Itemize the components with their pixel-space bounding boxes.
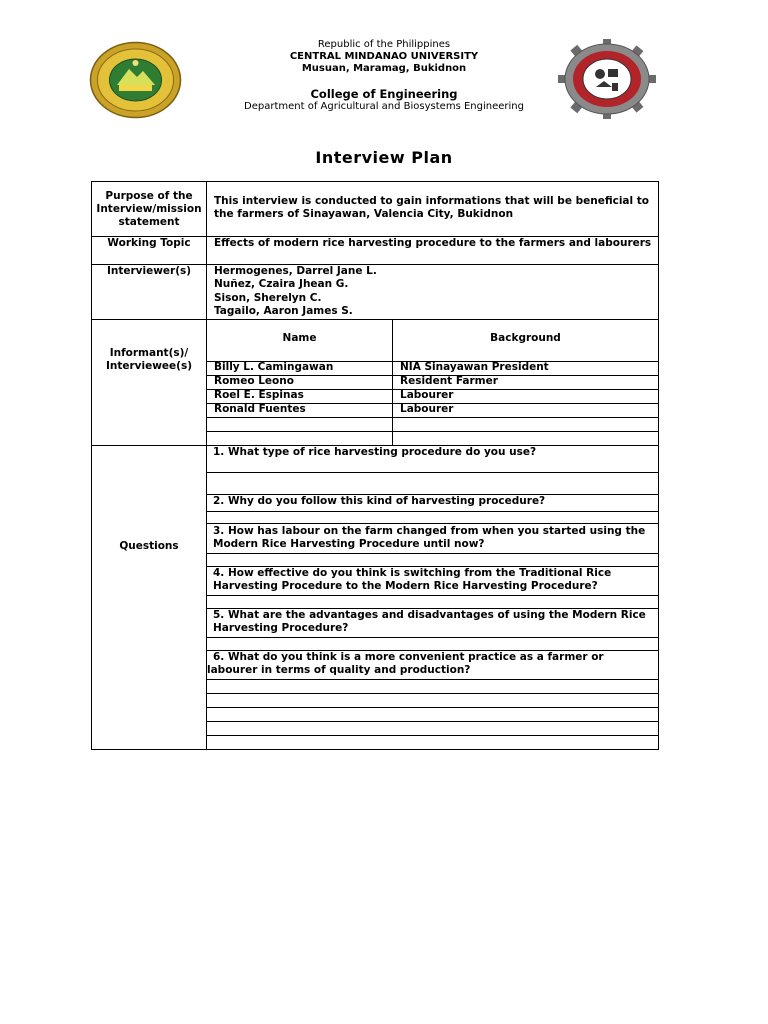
interviewer-name: Hermogenes, Darrel Jane L.	[214, 265, 377, 277]
question-3: 3. How has labour on the farm changed from when you started using the Modern Rice Harvesting Procedure until now?	[213, 525, 646, 550]
row-divider	[206, 595, 659, 596]
row-divider	[206, 553, 659, 554]
informant-name: Ronald Fuentes	[214, 403, 306, 415]
table-border	[91, 749, 659, 750]
interviewer-name: Nuñez, Czaira Jhean G.	[214, 278, 349, 290]
row-divider	[206, 721, 659, 722]
row-divider	[206, 472, 659, 473]
informant-name: Romeo Leono	[214, 375, 294, 387]
working-topic-label: Working Topic	[107, 237, 191, 249]
purpose-label: Purpose of the Interview/mission statement	[96, 189, 202, 228]
informant-name: Billy L. Camingawan	[214, 361, 334, 373]
row-divider	[206, 693, 659, 694]
row-divider	[206, 707, 659, 708]
question-1: 1. What type of rice harvesting procedure do you use?	[213, 446, 537, 458]
working-topic-text: Effects of modern rice harvesting procedure to the farmers and labourers	[214, 237, 652, 249]
informant-name: Roel E. Espinas	[214, 389, 304, 401]
row-divider	[206, 523, 659, 524]
table-border	[658, 181, 659, 750]
interviewers-label: Interviewer(s)	[106, 265, 192, 277]
question-4: 4. How effective do you think is switching from the Traditional Rice Harvesting Procedure to the Modern Rice Harvesting Procedure?	[213, 567, 612, 592]
row-divider	[206, 637, 659, 638]
row-divider	[206, 735, 659, 736]
row-divider	[206, 431, 659, 432]
header-department: Department of Agricultural and Biosystems Engineering	[244, 101, 524, 112]
interviewer-name: Sison, Sherelyn C.	[214, 292, 322, 304]
header-country: Republic of the Philippines	[317, 39, 451, 50]
row-divider	[206, 679, 659, 680]
column-header-name: Name	[282, 332, 317, 344]
informants-label: Informant(s)/ Interviewee(s)	[105, 347, 193, 372]
header-address: Musuan, Maramag, Bukidnon	[301, 63, 467, 74]
question-2: 2. Why do you follow this kind of harvesting procedure?	[213, 495, 546, 507]
interviewer-name: Tagailo, Aaron James S.	[214, 305, 353, 317]
informant-background: Labourer	[400, 389, 454, 401]
header-university: CENTRAL MINDANAO UNIVERSITY	[289, 51, 479, 62]
column-header-background: Background	[490, 332, 561, 344]
page-title: Interview Plan	[315, 148, 453, 167]
row-divider	[91, 319, 659, 320]
header-college: College of Engineering	[310, 87, 458, 101]
informant-background: NIA Sinayawan President	[400, 361, 549, 373]
informant-background: Labourer	[400, 403, 454, 415]
questions-label: Questions	[119, 540, 179, 552]
question-5: 5. What are the advantages and disadvantages of using the Modern Rice Harvesting Procedure?	[213, 609, 646, 634]
row-divider	[206, 417, 659, 418]
purpose-text: This interview is conducted to gain informations that will be beneficial to the farmers of Sinayawan, Valencia City, Bukidnon	[214, 195, 650, 220]
informant-background: Resident Farmer	[400, 375, 498, 387]
row-divider	[206, 511, 659, 512]
question-6: 6. What do you think is a more convenient practice as a farmer or labourer in terms of quality and production?	[207, 651, 604, 676]
